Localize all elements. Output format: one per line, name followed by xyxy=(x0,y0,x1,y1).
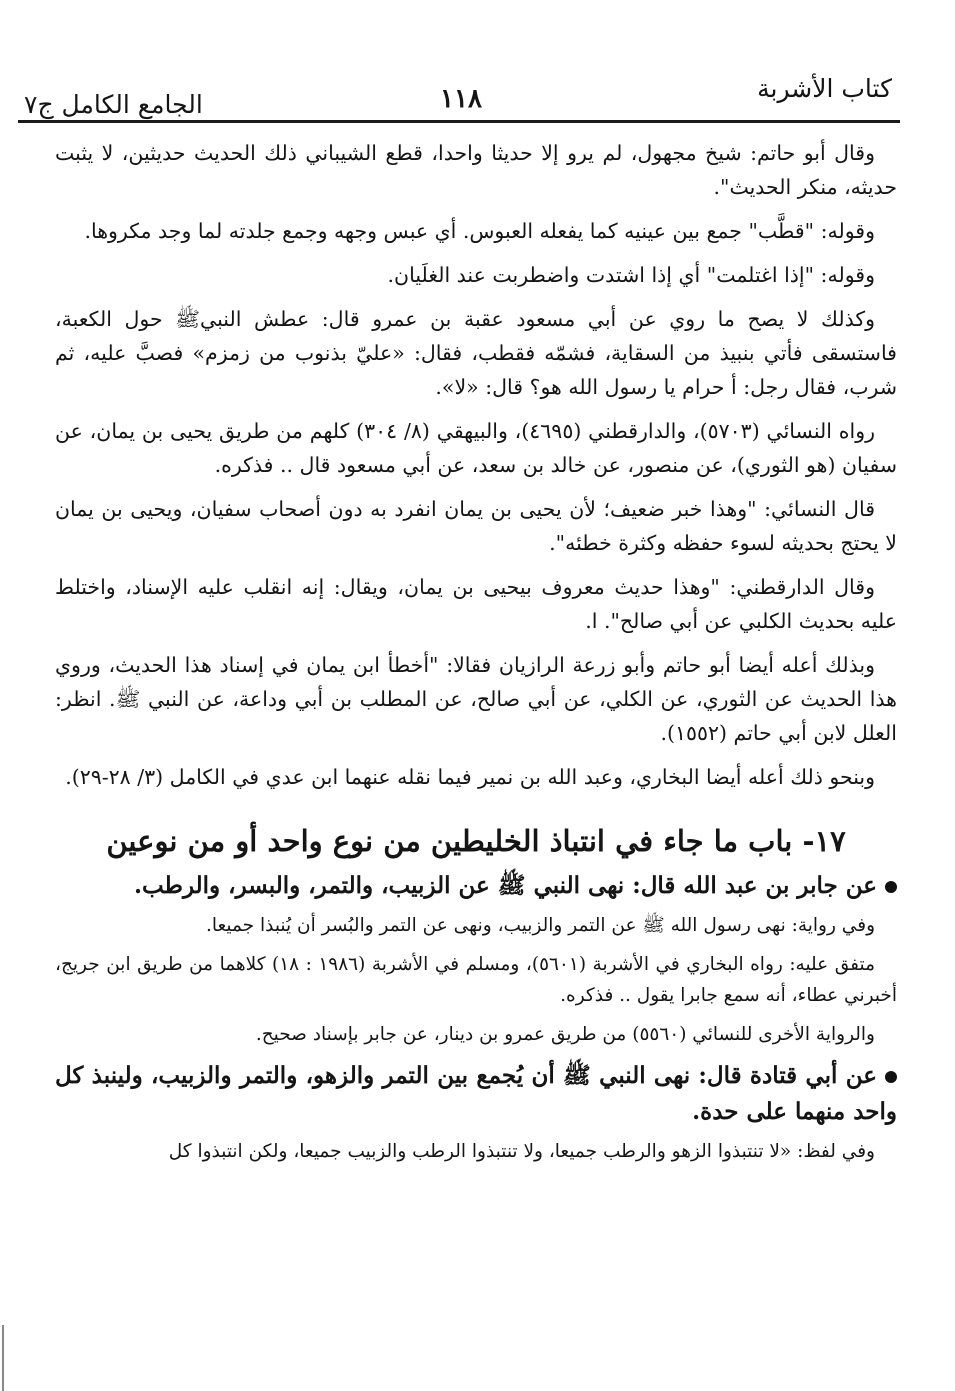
book-title: كتاب الأشربة xyxy=(757,74,892,103)
takhrij: متفق عليه: رواه البخاري في الأشربة (٥٦٠١)، ومسلم في الأشربة (١٩٨٦ : ١٨) كلاهما من طريق ابن جريج، أخبرني عطاء، أنه سمع جابرا يقول .. فذكره. xyxy=(55,954,897,1006)
scan-edge-mark xyxy=(2,1325,4,1391)
paragraph: وقوله: "إذا اغتلمت" أي إذا اشتدت واضطربت عند الغلَيان. xyxy=(387,263,875,287)
hadith-text xyxy=(55,868,897,904)
header-rule xyxy=(18,120,900,123)
page-header xyxy=(22,70,900,118)
hadith-text xyxy=(55,1058,897,1130)
paragraph: وبذلك أعله أيضا أبو حاتم وأبو زرعة الرازيان فقالا: "أخطأ ابن يمان في إسناد هذا الحديث، وروي هذا الحديث عن الثوري، عن الكلي، عن أبي صالح، عن المطلب بن أبي وداعة، عن النبي ﷺ. انظر: العلل لابن أبي حاتم (١٥٥٢). xyxy=(55,653,897,745)
narration: وفي رواية: نهى رسول الله ﷺ عن التمر والزبيب، ونهى عن التمر والبُسر أن يُنبذا جميعا. xyxy=(205,915,875,936)
paragraph: رواه النسائي (٥٧٠٣)، والدارقطني (٤٦٩٥)، والبيهقي (٨/ ٣٠٤) كلهم من طريق يحيى بن يمان، عن سفيان (هو الثوري)، عن منصور، عن خالد بن سعد، عن أبي مسعود قال .. فذكره. xyxy=(55,419,897,477)
takhrij: والرواية الأخرى للنسائي (٥٥٦٠) من طريق عمرو بن دينار، عن جابر بإسناد صحيح. xyxy=(255,1024,875,1045)
page-content xyxy=(55,136,897,1175)
hadith-body: عن أبي قتادة قال: نهى النبي ﷺ أن يُجمع بين التمر والزهو، والتمر والزبيب، ولينبذ كل واحد منهما على حدة. xyxy=(55,1062,897,1125)
bullet-icon xyxy=(885,881,897,893)
bullet-icon xyxy=(885,1071,897,1083)
narration: وفي لفظ: «لا تنتبذوا الزهو والرطب جميعا، ولا تنتبذوا الرطب والزبيب جميعا، ولكن انتبذوا كل xyxy=(168,1141,875,1162)
section-title: ١٧- باب ما جاء في انتباذ الخليطين من نوع واحد أو من نوعين xyxy=(106,824,846,858)
series-title: الجامع الكامل ج٧ xyxy=(24,90,203,119)
paragraph: وقال الدارقطني: "وهذا حديث معروف بيحيى بن يمان، ويقال: إنه انقلب عليه الإسناد، واختلط عليه بحديث الكلبي عن أبي صالح". ا. xyxy=(55,575,897,633)
paragraph: قال النسائي: "وهذا خبر ضعيف؛ لأن يحيى بن يمان انفرد به دون أصحاب سفيان، ويحيى بن يمان لا يحتج بحديثه لسوء حفظه وكثرة خطئه". xyxy=(55,497,897,555)
paragraph: وقوله: "قطَّب" جمع بين عينيه كما يفعله العبوس. أي عبس وجهه وجمع جلدته لما وجد مكروها. xyxy=(84,219,875,243)
paragraph: وقال أبو حاتم: شيخ مجهول، لم يرو إلا حديثا واحدا، قطع الشيباني ذلك الحديث حديثين، لا يثبت حديثه، منكر الحديث". xyxy=(55,141,897,199)
hadith-body: عن جابر بن عبد الله قال: نهى النبي ﷺ عن الزبيب، والتمر، والبسر، والرطب. xyxy=(134,872,877,899)
page-number: ١١٨ xyxy=(440,84,482,114)
paragraph: وبنحو ذلك أعله أيضا البخاري، وعبد الله بن نمير فيما نقله عنهما ابن عدي في الكامل (٣/ ٢٨-٢٩). xyxy=(65,765,875,789)
paragraph: وكذلك لا يصح ما روي عن أبي مسعود عقبة بن عمرو قال: عطش النبيﷺ حول الكعبة، فاستسقى فأتي بنبيذ من السقاية، فشمّه فقطب، فقال: «عليّ بذنوب من زمزم» فصبَّ عليه، ثم شرب، فقال رجل: أ حرام يا رسول الله هو؟ قال: «لا». xyxy=(55,307,897,399)
